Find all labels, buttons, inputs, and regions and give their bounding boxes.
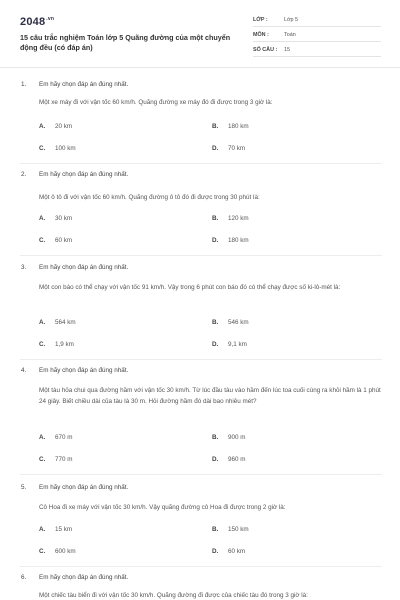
question-divider [20, 255, 382, 256]
meta-count-label: SỐ CÂU : [253, 47, 278, 53]
option-c[interactable]: C. 1,9 km [39, 341, 74, 348]
question-divider [20, 474, 382, 475]
option-d[interactable]: D. 9,1 km [212, 341, 247, 348]
option-d[interactable]: D. 180 km [212, 237, 249, 244]
site-logo[interactable]: $2048^{.vn}$ [20, 16, 55, 28]
option-a[interactable]: A. 30 km [39, 215, 73, 222]
question-number: 5. [21, 484, 27, 491]
header-divider [0, 67, 400, 68]
question-instruction: Em hãy chọn đáp án đúng nhất. [39, 574, 129, 581]
meta-subject-value: Toán [284, 32, 296, 38]
question-divider [20, 359, 382, 360]
worksheet-header [0, 0, 400, 66]
page-title: 15 câu trắc nghiệm Toán lớp 5 Quãng đường của một chuyển động đều (có đáp án) [20, 33, 231, 52]
question-text: Một con báo có thể chạy với vận tốc 91 km/h. Vậy trong 6 phút con báo đó có thể chạy được số ki-lô-mét là: [39, 284, 341, 291]
meta-class [253, 14, 381, 27]
option-c[interactable]: C. 100 km [39, 145, 76, 152]
meta-subject-label: MÔN : [253, 32, 269, 38]
question-instruction: Em hãy chọn đáp án đúng nhất. [39, 367, 129, 374]
option-a[interactable]: A. 15 km [39, 526, 73, 533]
meta-count-value: 15 [284, 47, 290, 53]
question-instruction: Em hãy chọn đáp án đúng nhất. [39, 81, 129, 88]
question-text: Cô Hoa đi xe máy với vận tốc 30 km/h. Vậy quãng đường cô Hoa đi được trong 2 giờ là: [39, 504, 286, 511]
question-text: Một tàu hỏa chui qua đường hầm với vận tốc 30 km/h. Từ lúc đầu tàu vào hầm đến lúc toa cuối cùng ra khỏi hầm là 1 phút 24 giây. Biết chiều dài của tàu là 30 m. Hỏi đường hầm đó dài bao nhiêu mét? [39, 387, 381, 405]
option-b[interactable]: B. 120 km [212, 215, 249, 222]
meta-class-label: LỚP : [253, 17, 268, 23]
option-c[interactable]: C. 600 km [39, 548, 76, 555]
option-a[interactable]: A. 20 km [39, 123, 73, 130]
meta-class-value: Lớp 5 [284, 17, 299, 23]
meta-count [253, 44, 381, 57]
question-number: 4. [21, 367, 27, 374]
option-a[interactable]: A. 564 km [39, 319, 76, 326]
option-d[interactable]: D. 60 km [212, 548, 246, 555]
question-text: Một chiếc tàu biển đi với vận tốc 30 km/h. Quãng đường đi được của chiếc tàu đó trong 3 giờ là: [39, 592, 308, 599]
option-d[interactable]: D. 70 km [212, 145, 246, 152]
question-number: 2. [21, 171, 27, 178]
question-text: Một ô tô đi với vận tốc 60 km/h. Quãng đường ô tô đó đi được trong 30 phút là: [39, 194, 260, 201]
question-instruction: Em hãy chọn đáp án đúng nhất. [39, 484, 129, 491]
option-d[interactable]: D. 960 m [212, 456, 246, 463]
option-c[interactable]: C. 60 km [39, 237, 73, 244]
question-instruction: Em hãy chọn đáp án đúng nhất. [39, 264, 129, 271]
question-number: 6. [21, 574, 27, 581]
option-c[interactable]: C. 770 m [39, 456, 73, 463]
question-instruction: Em hãy chọn đáp án đúng nhất. [39, 171, 129, 178]
question-divider [20, 566, 382, 567]
option-b[interactable]: B. 900 m [212, 434, 246, 441]
option-b[interactable]: B. 180 km [212, 123, 249, 130]
option-a[interactable]: A. 670 m [39, 434, 73, 441]
option-b[interactable]: B. 546 km [212, 319, 249, 326]
meta-subject [253, 29, 381, 42]
question-number: 1. [21, 81, 27, 88]
question-divider [20, 163, 382, 164]
option-b[interactable]: B. 150 km [212, 526, 249, 533]
question-number: 3. [21, 264, 27, 271]
question-text: Một xe máy đi với vận tốc 60 km/h. Quãng đường xe máy đó đi được trong 3 giờ là: [39, 99, 273, 106]
